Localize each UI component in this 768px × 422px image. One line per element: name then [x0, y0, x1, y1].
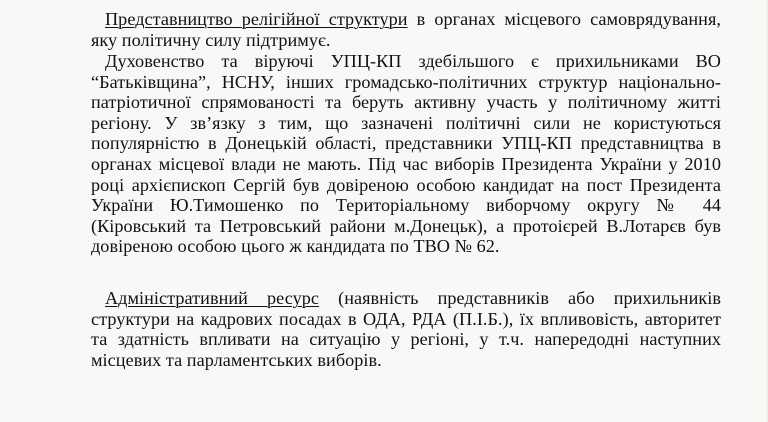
paragraph-body: в органах місцевого самоврядування, яку політичну силу підтримує. — [91, 9, 721, 50]
paragraph-text — [91, 9, 721, 50]
underlined-heading: Представництво релігійної структури — [105, 9, 408, 29]
paragraph-body: Духовенство та віруючі УПЦ-КП здебільшого є прихильниками ВО “Батьківщина”, НСНУ, інших громадсько-політичних структур національно-патріотичної спрямованості та беруть активну участь у політичному житті регіону. У зв’язку з тим, що зазначені політичні сили не користуються популярністю в Донецькій області, представники УПЦ-КП представництва в органах місцевої влади не мають. Під час виборів Президента України у 2010 році архієпископ Сергій був довіреною особою кандидат на пост Президента України Ю.Тимошенко по Територіальному виборчому округу № 44 (Кіровський та Петровський райони м.Донецьк), а протоієрей В.Лотарєв був довіреною особою цього ж кандидата по ТВО № 62. — [91, 51, 721, 257]
paragraph-text — [91, 51, 721, 257]
paragraph-administrative-resource — [91, 288, 721, 370]
paragraph-representation — [91, 9, 721, 50]
paragraph-body: (наявність представників або прихильників структури на кадрових посадах в ОДА, РДА (П.І.Б.), їх впливовість, авторитет та здатність впливати на ситуацію у регіоні, у т.ч. напередодні наступних місцевих та парламентських виборів. — [91, 288, 721, 370]
underlined-heading: Адміністративний ресурс — [105, 288, 320, 308]
paragraph-clergy — [91, 51, 721, 257]
paragraph-text — [91, 288, 721, 370]
